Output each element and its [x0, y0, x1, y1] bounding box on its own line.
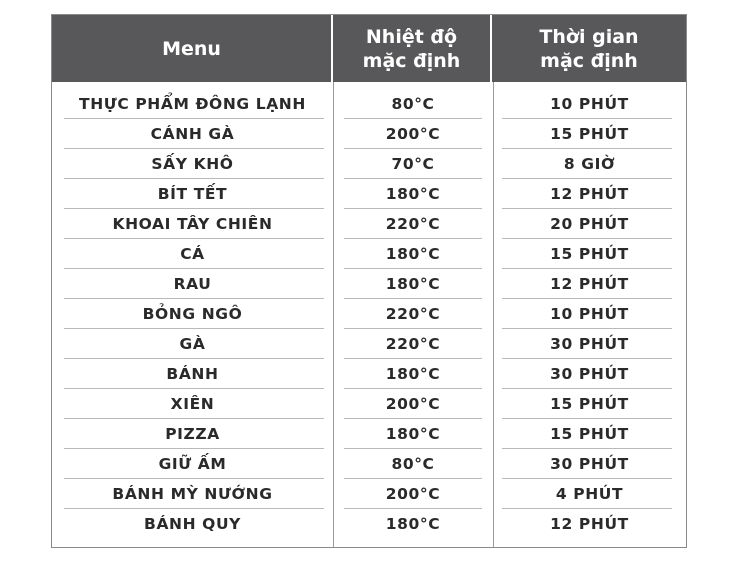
cell-menu: CÁNH GÀ	[150, 125, 235, 143]
cell-time: 10 PHÚT	[550, 95, 629, 113]
cell-time: 4 PHÚT	[555, 485, 624, 503]
table-row	[52, 149, 686, 179]
cell-menu: RAU	[173, 275, 212, 293]
cell-time: 12 PHÚT	[550, 185, 629, 203]
cell-time: 15 PHÚT	[550, 245, 629, 263]
table-row	[52, 179, 686, 209]
cell-temperature: 180°C	[385, 275, 441, 293]
cell-menu: THỰC PHẨM ĐÔNG LẠNH	[79, 95, 306, 113]
cell-time: 12 PHÚT	[550, 515, 629, 533]
header-menu: Menu	[52, 15, 333, 82]
cell-temperature: 80°C	[391, 95, 435, 113]
cell-temperature: 220°C	[385, 305, 441, 323]
cell-temperature: 80°C	[391, 455, 435, 473]
cell-menu: BÁNH QUY	[144, 515, 241, 533]
header-time: Thời gian mặc định	[539, 25, 639, 72]
cell-time: 30 PHÚT	[550, 365, 629, 383]
cell-temperature: 180°C	[385, 365, 441, 383]
cell-time: 10 PHÚT	[550, 305, 629, 323]
cell-temperature: 70°C	[391, 155, 435, 173]
header-temperature: Nhiệt độ mặc định	[333, 15, 492, 82]
cell-menu: BÁNH MỲ NƯỚNG	[112, 485, 273, 503]
table-row	[52, 479, 686, 509]
cell-temperature: 200°C	[385, 485, 441, 503]
table-rows	[52, 89, 686, 539]
table-row	[52, 359, 686, 389]
table-row	[52, 389, 686, 419]
table-row	[52, 329, 686, 359]
table-row	[52, 239, 686, 269]
cell-time: 20 PHÚT	[550, 215, 629, 233]
table-row	[52, 209, 686, 239]
table-row	[52, 269, 686, 299]
table-row	[52, 299, 686, 329]
cell-temperature: 220°C	[385, 335, 441, 353]
cooking-menu-table	[51, 14, 687, 548]
cell-menu: XIÊN	[170, 395, 215, 413]
cell-menu: BÁNH	[166, 365, 219, 383]
cell-temperature: 180°C	[385, 185, 441, 203]
cell-menu: KHOAI TÂY CHIÊN	[112, 215, 273, 233]
cell-menu: BỎNG NGÔ	[142, 305, 243, 323]
cell-menu: BÍT TẾT	[157, 185, 228, 203]
cell-temperature: 180°C	[385, 245, 441, 263]
cell-time: 15 PHÚT	[550, 125, 629, 143]
cell-menu: GÀ	[179, 335, 206, 353]
cell-temperature: 200°C	[385, 395, 441, 413]
cell-time: 12 PHÚT	[550, 275, 629, 293]
cell-time: 30 PHÚT	[550, 455, 629, 473]
cell-temperature: 180°C	[385, 425, 441, 443]
cell-temperature: 180°C	[385, 515, 441, 533]
cell-time: 8 GIỜ	[563, 155, 616, 173]
cell-time: 15 PHÚT	[550, 425, 629, 443]
table-header-row	[52, 15, 686, 82]
cell-menu: SẤY KHÔ	[151, 155, 234, 173]
table-row	[52, 509, 686, 539]
table-row	[52, 449, 686, 479]
table-body	[52, 82, 686, 547]
cell-temperature: 200°C	[385, 125, 441, 143]
table-row	[52, 89, 686, 119]
cell-menu: PIZZA	[165, 425, 220, 443]
cell-temperature: 220°C	[385, 215, 441, 233]
table-row	[52, 119, 686, 149]
cell-menu: CÁ	[180, 245, 205, 263]
table-row	[52, 419, 686, 449]
cell-time: 30 PHÚT	[550, 335, 629, 353]
cell-menu: GIỮ ẤM	[158, 455, 227, 473]
cell-time: 15 PHÚT	[550, 395, 629, 413]
